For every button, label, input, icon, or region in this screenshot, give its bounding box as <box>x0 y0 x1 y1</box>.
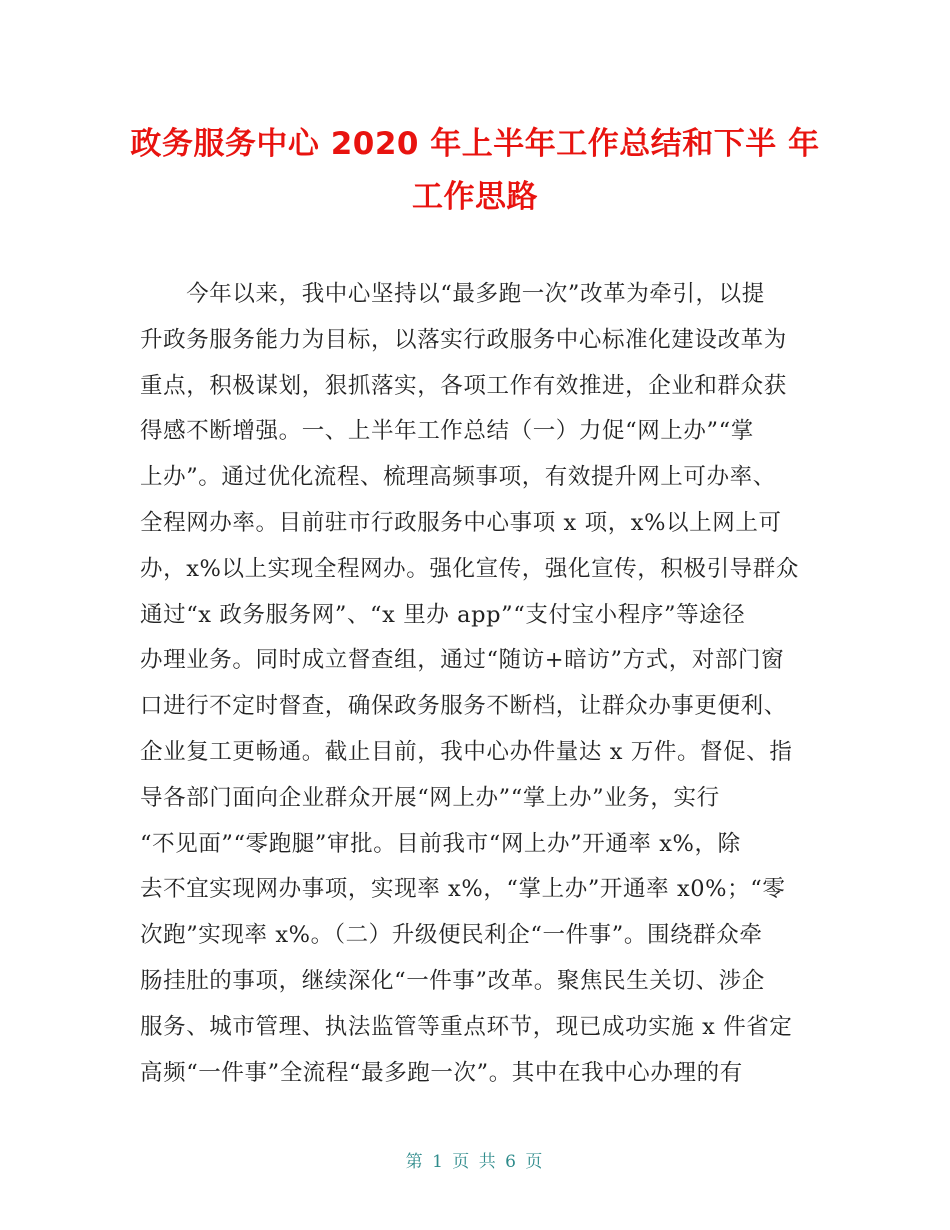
document-body-paragraph: 今年以来，我中心坚持以“最多跑一次”改革为牵引，以提 升政务服务能力为目标，以落实行政服务中心标准化建设改革为 重点，积极谋划，狠抓落实，各项工作有效推进，企业和群众获 得感不断增强。一、上半年工作总结（一）力促“网上办”“掌 上办”。通过优化流程、梳理高频事项，有效提升网上可办率、 全程网办率。目前驻市行政服务中心事项 x 项，x%以上网上可 办，x%以上实现全程网办。强化宣传，强化宣传，积极引导群众 通过“x 政务服务网”、“x 里办 app”“支付宝小程序”等途径 办理业务。同时成立督查组，通过“随访+暗访”方式，对部门窗 口进行不定时督查，确保政务服务不断档，让群众办事更便利、 企业复工更畅通。截止目前，我中心办件量达 x 万件。督促、指 导各部门面向企业群众开展“网上办”“掌上办”业务，实行 “不见面”“零跑腿”审批。目前我市“网上办”开通率 x%，除 去不宜实现网办事项，实现率 x%，“掌上办”开通率 x0%；“零 次跑”实现率 x%。（二）升级便民利企“一件事”。围绕群众牵 肠挂肚的事项，继续深化“一件事”改革。聚焦民生关切、涉企 服务、城市管理、执法监管等重点环节，现已成功实施 x 件省定 高频“一件事”全流程“最多跑一次”。其中在我中心办理的有 <box>140 281 799 1086</box>
page-footer-page-number: 第 1 页 共 6 页 <box>405 1152 545 1172</box>
document-title: 政务服务中心 2020 年上半年工作总结和下半 年工作思路 <box>130 126 820 215</box>
